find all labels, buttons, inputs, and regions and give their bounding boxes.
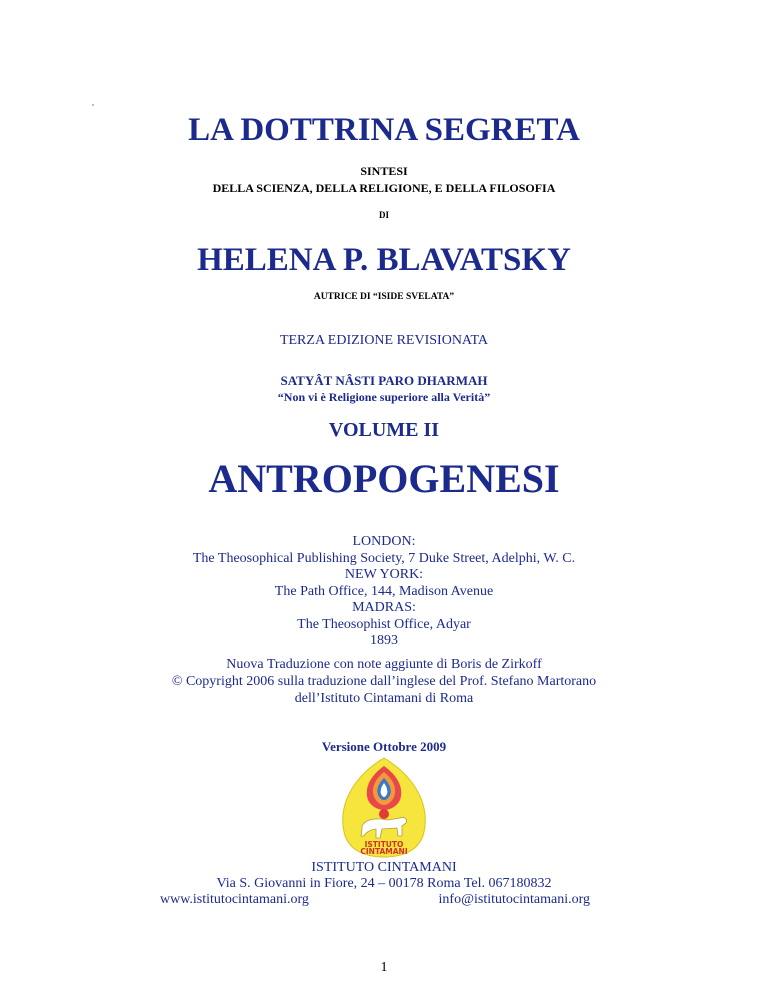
- institute-address: Via S. Giovanni in Fiore, 24 – 00178 Roma Tel. 067180832: [216, 876, 552, 891]
- edition-label: TERZA EDIZIONE REVISIONATA: [279, 333, 489, 348]
- translation-note-2: © Copyright 2006 sulla traduzione dall’inglese del Prof. Stefano Martorano: [171, 674, 597, 689]
- website-link[interactable]: www.istitutocintamani.org: [160, 892, 309, 907]
- publisher-london: The Theosophical Publishing Society, 7 Duke Street, Adelphi, W. C.: [192, 550, 576, 566]
- translation-note-3: dell’Istituto Cintamani di Roma: [294, 691, 474, 706]
- publisher-city-madras: MADRAS:: [352, 600, 416, 615]
- cintamani-logo-icon: [334, 756, 434, 859]
- version-label: Versione Ottobre 2009: [321, 739, 447, 754]
- email-link[interactable]: info@istitutocintamani.org: [438, 892, 590, 907]
- page-number: 1: [380, 960, 388, 975]
- logo-text-line-2: CINTAMANI: [360, 847, 408, 856]
- logo-text-line-1: ISTITUTO: [364, 840, 404, 849]
- publication-year: 1893: [370, 633, 398, 648]
- subtitle-line-1: SINTESI: [360, 164, 408, 178]
- publisher-city-london: LONDON:: [352, 534, 416, 549]
- scan-speck: [92, 104, 94, 106]
- publisher-madras: The Theosophist Office, Adyar: [297, 616, 471, 632]
- book-title: LA DOTTRINA SEGRETA: [188, 112, 580, 148]
- institute-name: ISTITUTO CINTAMANI: [311, 860, 457, 875]
- publisher-newyork: The Path Office, 144, Madison Avenue: [274, 583, 494, 599]
- motto-sanskrit: SATYÂT NÂSTI PARO DHARMAH: [280, 373, 488, 388]
- volume-title: ANTROPOGENESI: [208, 456, 560, 501]
- translation-note-1: Nuova Traduzione con note aggiunte di Boris de Zirkoff: [226, 657, 542, 672]
- subtitle-line-2: DELLA SCIENZA, DELLA RELIGIONE, E DELLA FILOSOFIA: [212, 181, 556, 195]
- author-note: AUTRICE DI “ISIDE SVELATA”: [313, 292, 455, 302]
- author-name: HELENA P. BLAVATSKY: [197, 242, 571, 278]
- subtitle-by: DI: [378, 210, 389, 220]
- publisher-city-newyork: NEW YORK:: [344, 567, 424, 582]
- motto-translation: “Non vi è Religione superiore alla Verità”: [277, 390, 491, 404]
- volume-label: VOLUME II: [328, 419, 440, 441]
